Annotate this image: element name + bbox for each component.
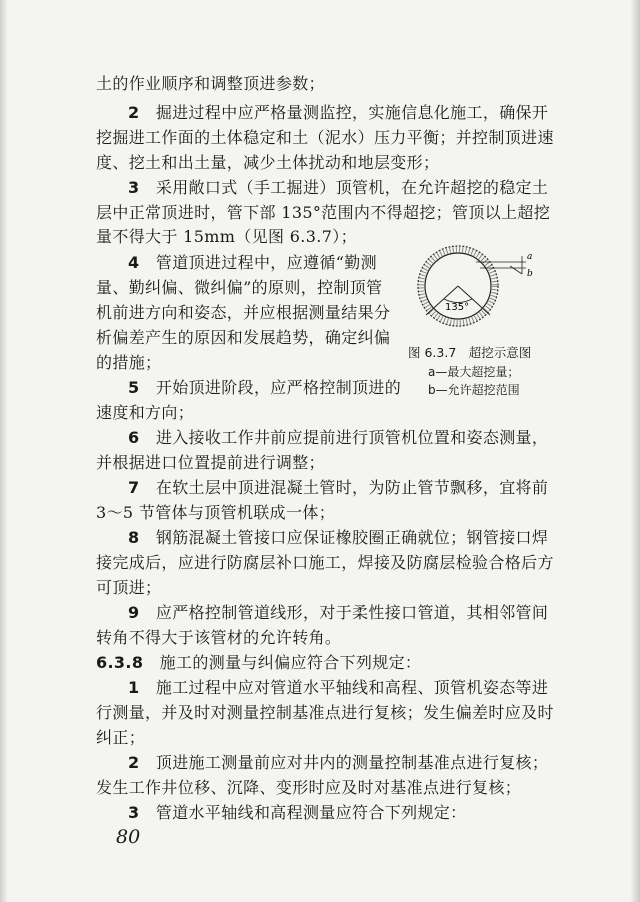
item-number: 1	[128, 678, 140, 697]
item-7-line-2: 3～5 节管体与顶管机联成一体；	[96, 503, 336, 522]
subitem-1-line-3: 纠正；	[96, 728, 146, 747]
subitem-2-line-2: 发生工作井位移、沉降、变形时应及时对基准点进行复核；	[96, 778, 522, 797]
item-2-line-3: 度、挖土和出土量，减少土体扰动和地层变形；	[96, 153, 440, 172]
item-4-line-1	[128, 253, 428, 273]
page-left-shadow	[0, 0, 8, 902]
item-text: 开始顶进阶段，应严格控制顶进的	[155, 378, 402, 397]
item-number: 9	[128, 603, 140, 622]
item-8-line-3: 可顶进；	[96, 578, 162, 597]
item-3-line-2: 层中正常顶进时，管下部 135°范围内不得超挖；管顶以上超挖	[96, 203, 551, 222]
item-number: 7	[128, 478, 140, 497]
item-number: 5	[128, 378, 140, 397]
item-text: 管道顶进过程中，应遵循“勤测	[155, 253, 377, 272]
item-text: 施工过程中应对管道水平轴线和高程、顶管机姿态等进	[155, 678, 549, 697]
page-number: 80	[116, 826, 141, 848]
item-3-line-3: 量不得大于 15mm（见图 6.3.7）；	[96, 227, 357, 246]
section-number: 6.3.8	[96, 653, 144, 672]
item-number: 3	[128, 178, 140, 197]
item-5-line-2: 速度和方向；	[96, 403, 195, 422]
item-number: 2	[128, 103, 140, 122]
item-6-line-1	[128, 428, 588, 448]
item-7-line-1	[128, 478, 588, 498]
item-2-line-2: 挖掘进工作面的土体稳定和土（泥水）压力平衡；并控制顶进速	[96, 128, 554, 147]
item-3-line-1	[128, 178, 588, 198]
item-text: 在软土层中顶进混凝土管时，为防止管节飘移，宜将前	[155, 478, 549, 497]
section-text: 施工的测量与纠偏应符合下列规定：	[159, 653, 422, 672]
item-text: 掘进过程中应严格量测监控，实施信息化施工，确保开	[155, 103, 549, 122]
item-9-line-1	[128, 603, 588, 623]
subitem-1-line-2: 行测量，并及时对测量控制基准点进行复核；发生偏差时应及时	[96, 703, 554, 722]
item-4-line-2: 量、勤纠偏、微纠偏”的原则，控制顶管	[96, 278, 383, 297]
figure-caption: 图 6.3.7 超挖示意图	[408, 345, 532, 360]
item-9-line-2: 转角不得大于该管材的允许转角。	[96, 628, 342, 647]
item-4-line-3: 机前进方向和姿态，并应根据测量结果分	[96, 303, 391, 322]
item-4-line-5: 的措施；	[96, 353, 162, 372]
subitem-2-line-1	[128, 753, 588, 773]
paragraph-line: 土的作业顺序和调整顶进参数；	[96, 74, 325, 93]
item-text: 钢筋混凝土管接口应保证橡胶圈正确就位；钢管接口焊	[155, 528, 549, 547]
item-5-line-1	[128, 378, 428, 398]
subitem-1-line-1	[128, 678, 588, 698]
item-text: 管道水平轴线和高程测量应符合下列规定：	[155, 803, 467, 822]
item-4-line-4: 析偏差产生的原因和发展趋势，确定纠偏	[96, 328, 391, 347]
section-6-3-8-heading	[96, 653, 556, 673]
item-number: 6	[128, 428, 140, 447]
label-a: a	[527, 252, 533, 262]
item-number: 2	[128, 753, 140, 772]
item-8-line-1	[128, 528, 588, 548]
subitem-3-line-1	[128, 803, 588, 823]
item-8-line-2: 接完成后，应进行防腐层补口施工，焊接及防腐层检验合格后方	[96, 553, 554, 572]
item-2-line-1	[128, 103, 588, 123]
angle-label: 135°	[445, 302, 470, 313]
page-right-shadow	[630, 0, 640, 902]
item-number: 8	[128, 528, 140, 547]
item-text: 应严格控制管道线形，对于柔性接口管道，其相邻管间	[155, 603, 549, 622]
item-text: 采用敞口式（手工掘进）顶管机，在允许超挖的稳定土	[155, 178, 549, 197]
item-number: 4	[128, 253, 140, 272]
item-6-line-2: 并根据进口位置提前进行调整；	[96, 453, 325, 472]
figure-legend-a: a—最大超挖量；	[428, 365, 520, 379]
item-text: 顶进施工测量前应对井内的测量控制基准点进行复核；	[155, 753, 549, 772]
label-b: b	[527, 269, 533, 279]
item-text: 进入接收工作井前应提前进行顶管机位置和姿态测量，	[155, 428, 549, 447]
item-number: 3	[128, 803, 140, 822]
figure-legend-b: b—允许超挖范围	[428, 383, 520, 397]
